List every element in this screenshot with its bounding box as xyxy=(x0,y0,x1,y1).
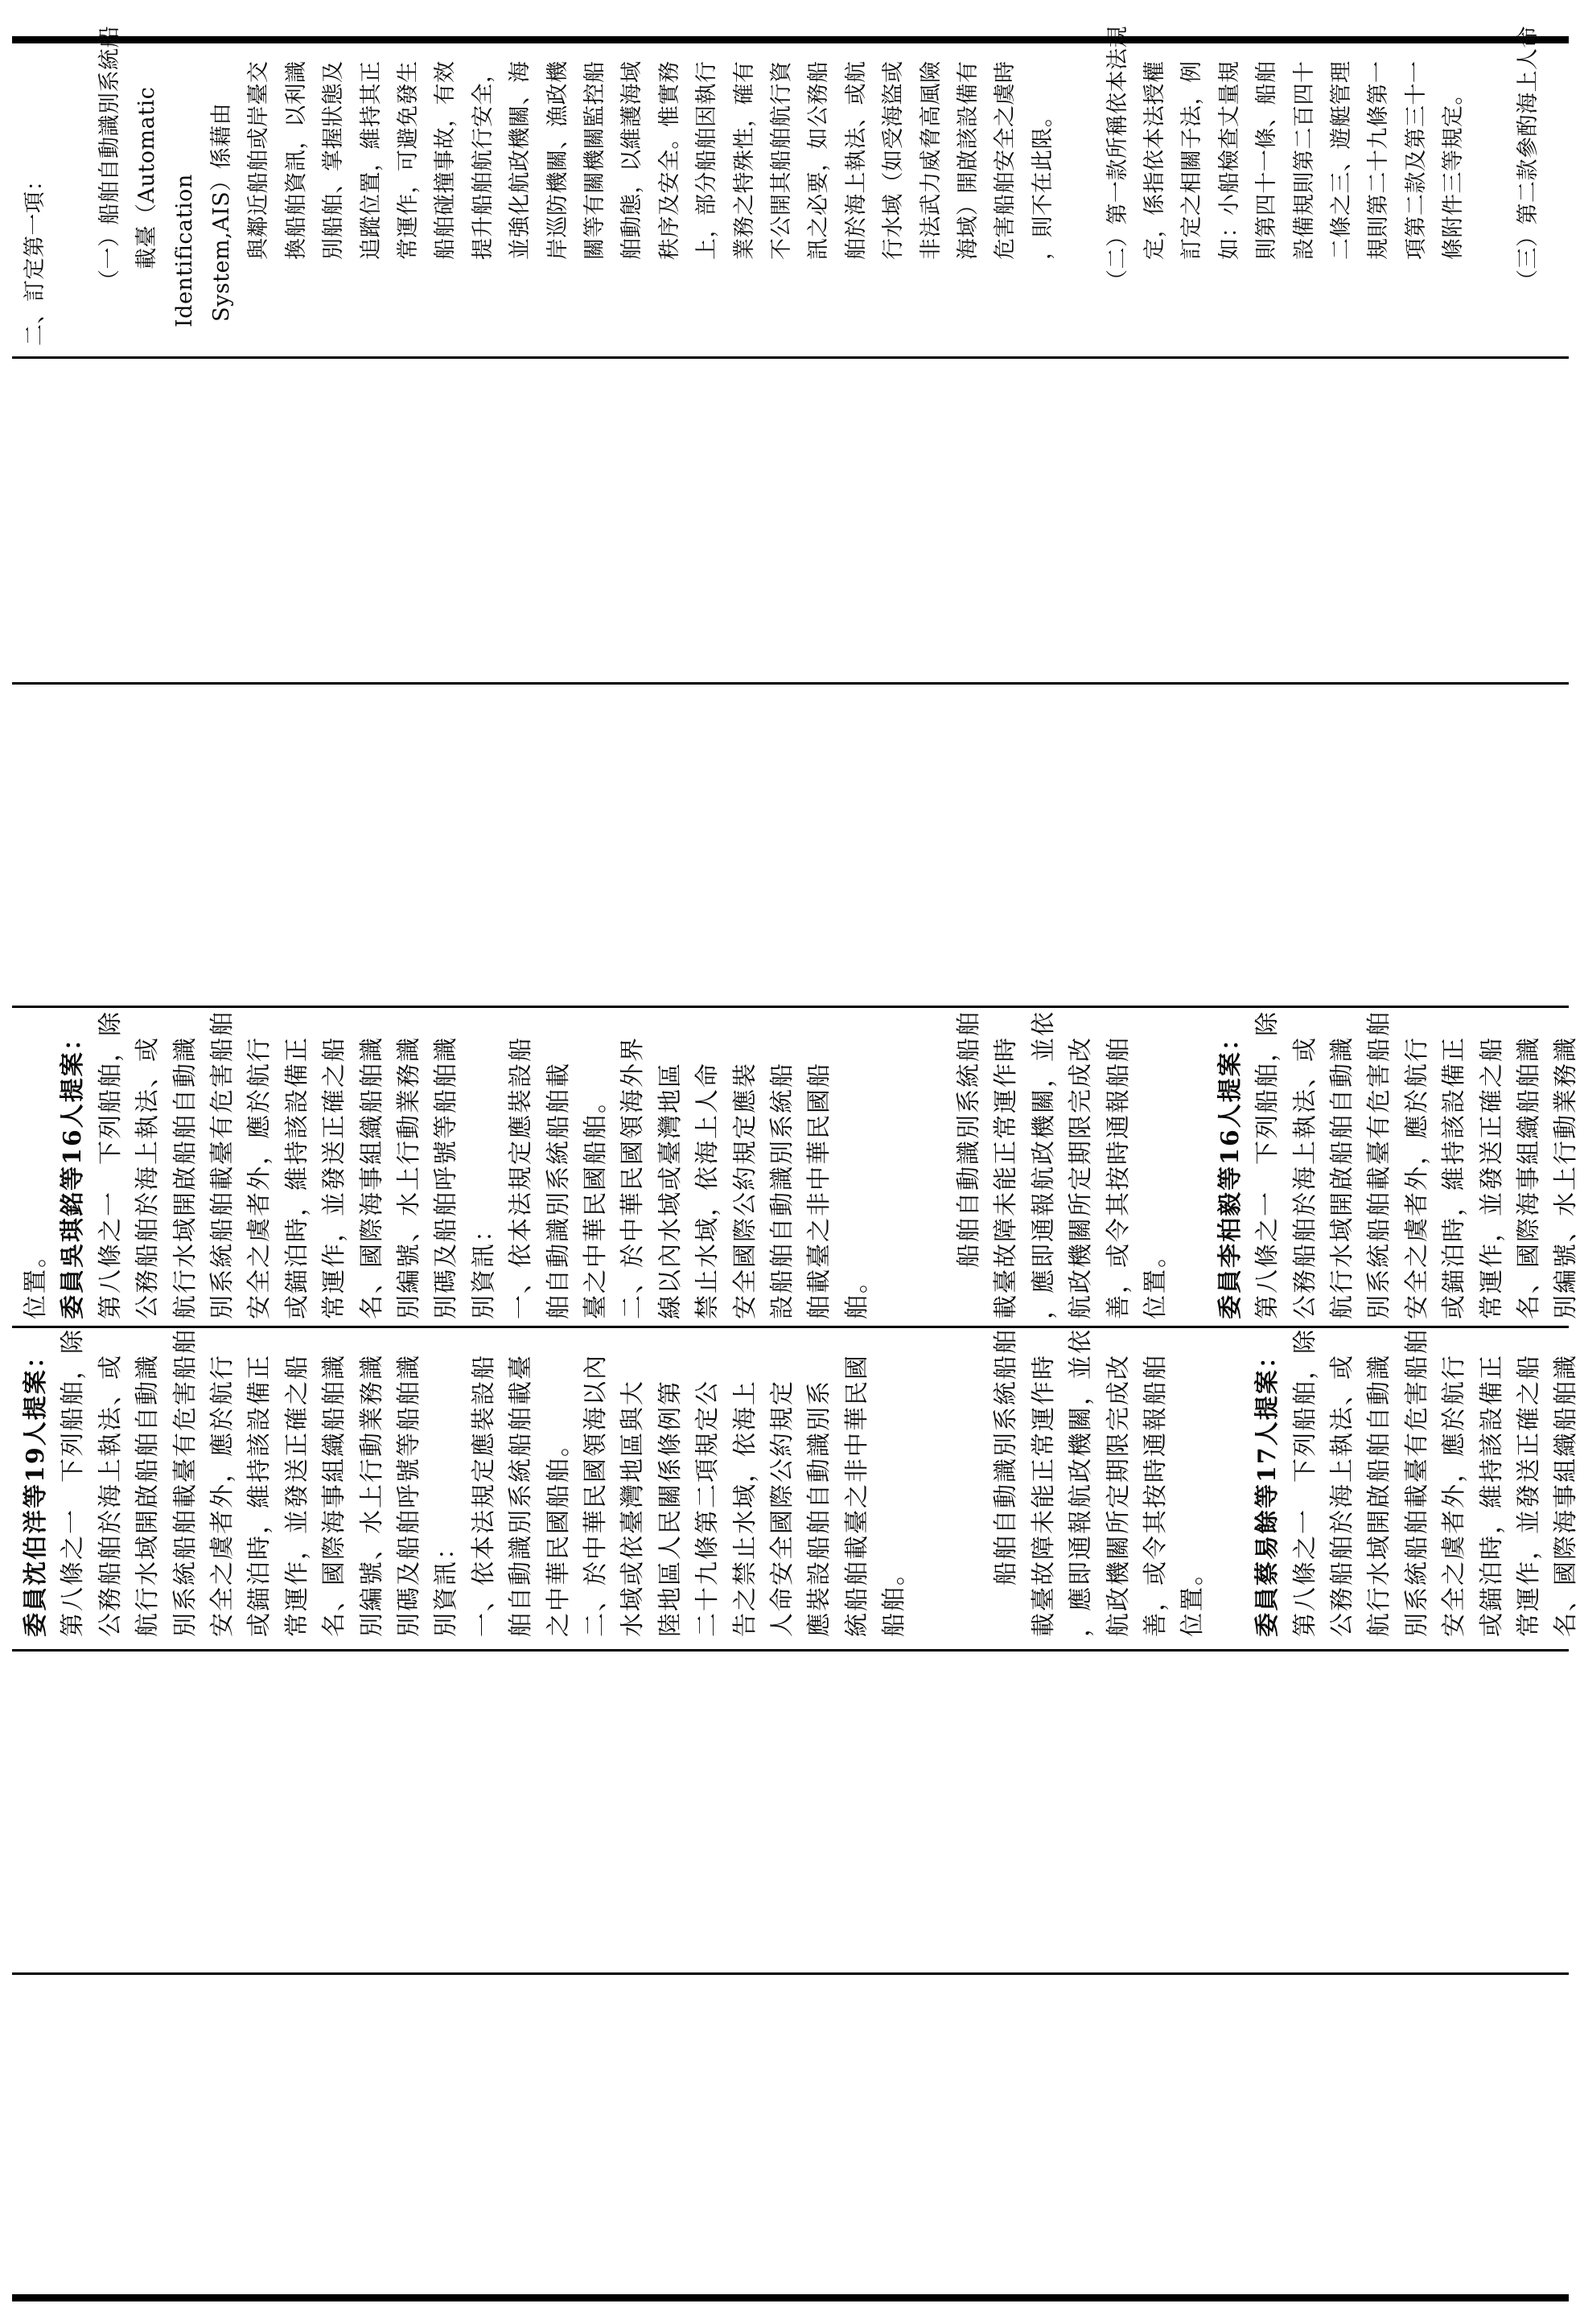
text-line: 別資訊： xyxy=(469,1216,498,1319)
text-line: （二）第一款所稱依本法規 xyxy=(1105,26,1130,291)
text-line: 航行水域開啟船舶自動識 xyxy=(134,1354,163,1637)
text-line: 陸地區人民關係條例第 xyxy=(656,1380,685,1637)
text-line: 船舶碰撞事故，有效 xyxy=(433,60,459,260)
text-line: 禁止水域，依海上人命 xyxy=(693,1062,722,1319)
text-line: 上，部分船舶因執行 xyxy=(694,60,720,260)
thin-table-border xyxy=(12,1649,1569,1651)
text-line: 常運作，並發送正確之船 xyxy=(1515,1354,1543,1637)
text-line: 與鄰近船舶或岸臺交 xyxy=(246,60,272,260)
text-line: 別碼及船舶呼號等船舶識 xyxy=(395,1354,423,1637)
text-line: （一）船舶自動識別系統船 xyxy=(97,26,122,291)
thick-table-border xyxy=(12,36,1569,43)
text-line: 或錨泊時，維持該設備正 xyxy=(282,1036,311,1319)
text-line: 舶於海上執法、或航 xyxy=(843,60,869,260)
text-line: 二、於中華民國領海外界 xyxy=(619,1036,648,1319)
text-line: 或錨泊時，維持該設備正 xyxy=(1440,1036,1469,1319)
text-line: 船舶。 xyxy=(880,1560,909,1637)
text-line: ，應即通報航政機關，並依 xyxy=(1067,1328,1096,1637)
text-line: 第八條之一 下列船舶，除 xyxy=(59,1328,88,1637)
text-line: 別編號、水上行動業務識 xyxy=(357,1354,386,1637)
text-line: 或錨泊時，維持該設備正 xyxy=(245,1354,274,1637)
text-line: 位置。 xyxy=(1142,1242,1170,1319)
text-line: 一、依本法規定應裝設船 xyxy=(469,1354,498,1637)
text-line: 航行水域開啟船舶自動識 xyxy=(1328,1036,1356,1319)
text-line: 公務船舶於海上執法、或 xyxy=(96,1354,125,1637)
text-line: 航政機關所定期限完成改 xyxy=(1067,1036,1096,1319)
text-line: 載臺故障未能正常運作時 xyxy=(1029,1354,1058,1637)
text-line: 別系統船舶載臺有危害船舶 xyxy=(171,1328,200,1637)
text-line: 業務之特殊性，確有 xyxy=(731,60,757,260)
text-line: 別資訊： xyxy=(432,1534,461,1637)
text-line: 位置。 xyxy=(22,1242,50,1319)
proposal-header-line: 委員李柏毅等16人提案： xyxy=(1216,1025,1245,1319)
text-line: 第八條之一 下列船舶，除 xyxy=(1253,1010,1282,1319)
text-line: 善，或令其按時通報船舶 xyxy=(1104,1036,1133,1319)
text-line: 一、依本法規定應裝設船 xyxy=(507,1036,536,1319)
text-line: 線以內水域或臺灣地區 xyxy=(656,1062,685,1319)
text-line: 二條之三、遊艇管理 xyxy=(1329,60,1354,260)
text-line: 常運作，並發送正確之船 xyxy=(282,1354,311,1637)
text-line: 水域或依臺灣地區與大 xyxy=(619,1380,648,1637)
text-line: 航行水域開啟船舶自動識 xyxy=(1365,1354,1394,1637)
text-line: 項第二款及第三十一 xyxy=(1403,60,1429,260)
thin-table-border xyxy=(12,356,1569,359)
text-line: 別系統船舶載臺有危害船舶 xyxy=(208,1010,237,1319)
text-line: 載臺（Automatic xyxy=(134,86,160,269)
text-line: 定，係指依本法授權 xyxy=(1142,60,1167,260)
thin-table-border xyxy=(12,682,1569,685)
text-line: 設船舶自動識別系統船 xyxy=(768,1062,796,1319)
text-line: 名、國際海事組織船舶識 xyxy=(320,1354,349,1637)
text-line: 第八條之一 下列船舶，除 xyxy=(1290,1328,1319,1637)
thin-table-border xyxy=(12,1006,1569,1008)
text-line: 舶。 xyxy=(842,1268,871,1319)
text-line: 舶動態，以維護海域 xyxy=(619,60,645,260)
text-line: 名、國際海事組織船舶識 xyxy=(1552,1354,1580,1637)
text-line: 則第四十一條、船舶 xyxy=(1254,60,1280,260)
text-line: Identification xyxy=(171,174,197,327)
text-line: 如：小船檢查丈量規 xyxy=(1216,60,1242,260)
text-line: ，則不在此限。 xyxy=(1030,105,1055,260)
text-line: 別碼及船舶呼號等船舶識 xyxy=(432,1036,461,1319)
text-line: 訂定之相關子法，例 xyxy=(1179,60,1205,260)
text-line: 名、國際海事組織船舶識 xyxy=(357,1036,386,1319)
text-line: 關等有關機關監控船 xyxy=(582,60,607,260)
text-line: 海域）開啟該設備有 xyxy=(956,60,981,260)
text-line: 載臺故障未能正常運作時 xyxy=(992,1036,1021,1319)
text-line: 追蹤位置，維持其正 xyxy=(358,60,384,260)
text-line: 並強化航政機關、海 xyxy=(508,60,533,260)
text-line: 安全之虞者外，應於航行 xyxy=(1402,1036,1431,1319)
text-line: 船舶自動識別系統船舶 xyxy=(955,1010,983,1268)
thick-table-border xyxy=(12,2294,1569,2301)
proposal-header-line: 委員吳琪銘等16人提案： xyxy=(59,1025,88,1319)
text-line: 名、國際海事組織船舶識 xyxy=(1515,1036,1543,1319)
text-line: 換船舶資訊，以利識 xyxy=(283,60,309,260)
proposal-header-line: 委員蔡易餘等17人提案： xyxy=(1253,1343,1282,1637)
text-line: 航行水域開啟船舶自動識 xyxy=(171,1036,200,1319)
text-line: 常運作，並發送正確之船 xyxy=(1477,1036,1506,1319)
text-line: 別系統船舶載臺有危害船舶 xyxy=(1365,1010,1394,1319)
text-line: 別編號、水上行動業務識 xyxy=(1552,1036,1580,1319)
text-line: 公務船舶於海上執法、或 xyxy=(1328,1354,1356,1637)
text-line: 規則第二十九條第一 xyxy=(1366,60,1392,260)
text-line: 船舶自動識別系統船舶 xyxy=(992,1328,1021,1586)
text-line: 常運作，可避免發生 xyxy=(396,60,421,260)
text-line: 告之禁止水域，依海上 xyxy=(730,1380,759,1637)
text-line: 航政機關所定期限完成改 xyxy=(1104,1354,1133,1637)
text-line: 別系統船舶載臺有危害船舶 xyxy=(1402,1328,1431,1637)
text-line: 舶自動識別系統船舶載 xyxy=(544,1062,573,1319)
text-line: 統船舶載臺之非中華民國 xyxy=(842,1354,871,1637)
thin-table-border xyxy=(12,1972,1569,1975)
text-line: System,AIS）係藉由 xyxy=(209,102,234,322)
text-line: 人命安全國際公約規定 xyxy=(768,1380,796,1637)
text-line: 提升船舶航行安全， xyxy=(470,60,496,260)
text-line: 臺之中華民國船舶。 xyxy=(582,1088,610,1319)
text-line: 二、於中華民國領海以內 xyxy=(582,1354,610,1637)
text-line: 舶載臺之非中華民國船 xyxy=(805,1062,834,1319)
text-line: 二十九條第二項規定公 xyxy=(693,1380,722,1637)
text-line: 或錨泊時，維持該設備正 xyxy=(1477,1354,1506,1637)
text-line: 舶自動識別系統船舶載臺 xyxy=(507,1354,536,1637)
text-line: 應裝設船舶自動識別系 xyxy=(805,1380,834,1637)
text-line: 非法武力威脅高風險 xyxy=(918,60,944,260)
text-line: 安全之虞者外，應於航行 xyxy=(208,1354,237,1637)
text-line: 不公開其船舶航行資 xyxy=(769,60,794,260)
proposal-header-line: 委員沈伯洋等19人提案： xyxy=(22,1343,50,1637)
text-line: 位置。 xyxy=(1179,1560,1208,1637)
text-line: 常運作，並發送正確之船 xyxy=(320,1036,349,1319)
text-line: 安全國際公約規定應裝 xyxy=(730,1062,759,1319)
text-line: 安全之虞者外，應於航行 xyxy=(245,1036,274,1319)
text-line: 秩序及安全。惟實務 xyxy=(656,60,682,260)
text-line: 二、訂定第一項： xyxy=(23,169,47,346)
text-line: 訊之必要，如公務船 xyxy=(806,60,832,260)
text-line: 第八條之一 下列船舶，除 xyxy=(96,1010,125,1319)
text-line: 危害船舶安全之虞時 xyxy=(993,60,1018,260)
text-line: 岸巡防機關、漁政機 xyxy=(545,60,570,260)
text-line: 之中華民國船舶。 xyxy=(544,1431,573,1637)
text-line: 善，或令其按時通報船舶 xyxy=(1142,1354,1170,1637)
text-line: 行水域（如受海盜或 xyxy=(881,60,907,260)
text-line: ，應即通報航政機關，並依 xyxy=(1029,1010,1058,1319)
text-line: 別編號、水上行動業務識 xyxy=(395,1036,423,1319)
thin-table-border xyxy=(12,1326,1569,1328)
text-line: 條附件三等規定。 xyxy=(1441,83,1467,260)
text-line: 公務船舶於海上執法、或 xyxy=(1290,1036,1319,1319)
text-line: 別船舶、掌握狀態及 xyxy=(321,60,347,260)
text-line: （三）第二款參酌海上人命 xyxy=(1516,26,1541,291)
text-line: 設備規則第二百四十 xyxy=(1291,60,1317,260)
text-line: 安全之虞者外，應於航行 xyxy=(1440,1354,1469,1637)
text-line: 公務船舶於海上執法、或 xyxy=(134,1036,163,1319)
